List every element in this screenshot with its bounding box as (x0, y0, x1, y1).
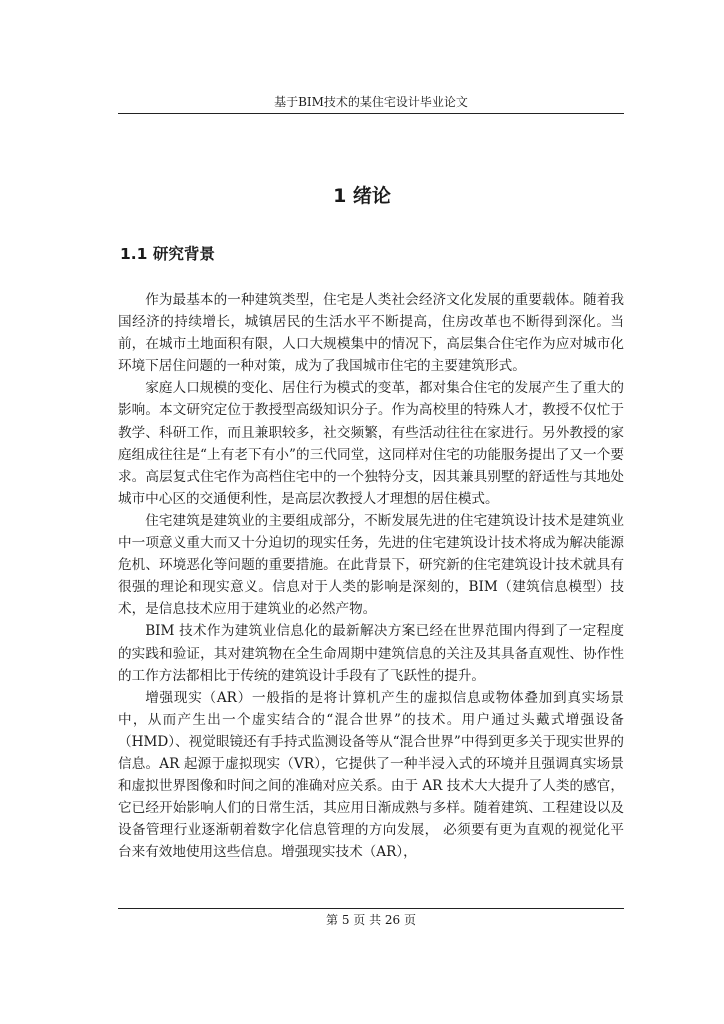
paragraph: 增强现实（AR）一般指的是将计算机产生的虚拟信息或物体叠加到真实场景中，从而产生出一个虚实结合的“混合世界”的技术。用户通过头戴式增强设备（HMD）、视觉眼镜还有手持式监测设备等从“混合世界”中得到更多关于现实世界的信息。AR 起源于虚拟现实（VR），它提供了一种半浸入式的环境并且强调真实场景和虚拟世界图像和时间之间的准确对应关系。由于 AR 技术大大提升了人类的感官，它已经开始影响人们的日常生活，其应用日渐成熟与多样。随着建筑、工程建设以及设备管理行业逐渐朝着数字化信息管理的方向发展， 必须要有更为直观的视觉化平台来有效地使用这些信息。增强现实技术（AR）， (118, 689, 624, 861)
paragraph: BIM 技术作为建筑业信息化的最新解决方案已经在世界范围内得到了一定程度的实践和验证，其对建筑物在全生命周期中建筑信息的关注及其具备直观性、协作性的工作方法都相比于传统的建筑设计手段有了飞跃性的提升。 (118, 623, 624, 684)
paragraph: 作为最基本的一种建筑类型，住宅是人类社会经济文化发展的重要载体。随着我国经济的持续增长，城镇居民的生活水平不断提高，住房改革也不断得到深化。当前，在城市土地面积有限，人口大规模集中的情况下，高层集合住宅作为应对城市化环境下居住问题的一种对策，成为了我国城市住宅的主要建筑形式。 (118, 292, 624, 375)
chapter-title: 1 绪论 (333, 185, 391, 207)
header-title: 基于BIM技术的某住宅设计毕业论文 (274, 95, 468, 109)
page-footer (118, 912, 624, 928)
section-title: 1.1 研究背景 (120, 245, 215, 263)
body-text (118, 289, 624, 863)
running-header (118, 94, 624, 114)
page-number: 第 5 页 共 26 页 (326, 913, 416, 927)
paragraph: 住宅建筑是建筑业的主要组成部分，不断发展先进的住宅建筑设计技术是建筑业中一项意义重大而又十分迫切的现实任务，先进的住宅建筑设计技术将成为解决能源危机、环境恶化等问题的重要措施。在此背景下，研究新的住宅建筑设计技术就具有很强的理论和现实意义。信息对于人类的影响是深刻的，BIM（建筑信息模型）技术，是信息技术应用于建筑业的必然产物。 (118, 512, 624, 618)
paragraph: 家庭人口规模的变化、居住行为模式的变革，都对集合住宅的发展产生了重大的影响。本文研究定位于教授型高级知识分子。作为高校里的特殊人才，教授不仅忙于教学、科研工作，而且兼职较多，社交频繁，有些活动往往在家进行。另外教授的家庭组成往往是“上有老下有小”的三代同堂，这同样对住宅的功能服务提出了又一个要求。高层复式住宅作为高档住宅中的一个独特分支，因其兼具别墅的舒适性与其地处城市中心区的交通便利性，是高层次教授人才理想的居住模式。 (118, 380, 624, 507)
footer-divider (118, 908, 624, 909)
